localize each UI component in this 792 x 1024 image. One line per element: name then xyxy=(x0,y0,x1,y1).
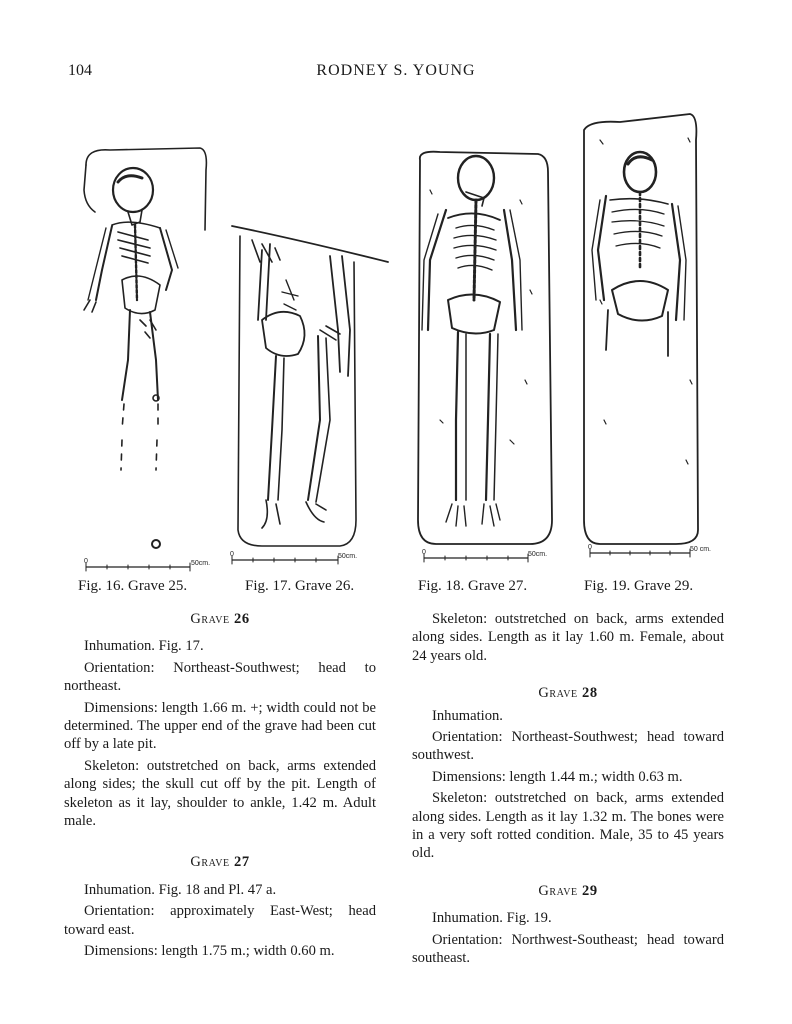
fig16-scale-start: 0 xyxy=(84,558,88,565)
running-title: RODNEY S. YOUNG xyxy=(316,62,476,79)
grave-28-heading: Grave 28 xyxy=(538,685,598,702)
fig16-scale-end: 50cm. xyxy=(191,560,211,567)
grave-26-paragraph: Dimensions: length 1.66 m. +; width could not be determined. The upper end of the grave had been cut off by a late pit. xyxy=(64,699,376,753)
grave-28-paragraph: Dimensions: length 1.44 m.; width 0.63 m. xyxy=(432,768,683,785)
fig17-scale-end: 50cm. xyxy=(338,553,358,560)
right-column xyxy=(412,610,724,971)
fig19-caption: Fig. 19. Grave 29. xyxy=(584,578,694,594)
grave-27-paragraph: Orientation: approximately East-West; head toward east. xyxy=(64,903,376,938)
grave-28-paragraph: Inhumation. xyxy=(432,707,503,724)
figure-17-grave-26-drawing xyxy=(232,226,388,564)
grave-29-heading: Grave 29 xyxy=(538,882,598,899)
left-column xyxy=(64,610,376,964)
grave-27-continued-paragraph: Skeleton: outstretched on back, arms extended along sides. Length as it lay 1.60 m. Female, about 24 years old. xyxy=(412,611,724,664)
grave-29-paragraph: Inhumation. Fig. 19. xyxy=(432,910,552,927)
grave-26-paragraph: Orientation: Northeast-Southwest; head to northeast. xyxy=(64,659,376,695)
grave-26-heading: Grave 26 xyxy=(190,611,250,627)
fig16-caption: Fig. 16. Grave 25. xyxy=(78,578,188,594)
fig18-caption: Fig. 18. Grave 27. xyxy=(418,578,528,594)
figure-16-grave-25-drawing xyxy=(84,148,206,571)
grave-26-paragraph: Skeleton: outstretched on back, arms extended along sides; the skull cut off by the pit. Length of skeleton as it lay, shoulder to ankle, 1.42 m. Adult male. xyxy=(64,757,376,830)
fig17-caption: Fig. 17. Grave 26. xyxy=(245,578,355,594)
fig18-scale-end: 50cm. xyxy=(528,551,548,558)
page-number: 104 xyxy=(68,62,92,79)
grave-26-paragraph: Inhumation. Fig. 17. xyxy=(84,638,204,655)
grave-27-paragraph: Inhumation. Fig. 18 and Pl. 47 a. xyxy=(84,881,277,898)
figure-18-grave-27-drawing xyxy=(418,152,552,562)
grave-28-paragraph: Orientation: Northeast-Southwest; head toward southwest. xyxy=(412,729,724,764)
fig19-scale-start: 0 xyxy=(588,544,592,551)
grave-27-heading: Grave 27 xyxy=(190,854,250,871)
fig17-scale-start: 0 xyxy=(230,551,234,558)
grave-27-paragraph: Dimensions: length 1.75 m.; width 0.60 m. xyxy=(84,943,335,960)
grave-29-paragraph: Orientation: Northwest-Southeast; head toward southeast. xyxy=(412,931,724,967)
fig19-scale-end: 50 cm. xyxy=(690,546,712,553)
fig18-scale-start: 0 xyxy=(422,549,426,556)
figure-19-grave-29-drawing xyxy=(584,114,698,557)
grave-28-paragraph: Skeleton: outstretched on back, arms extended along sides. Length as it lay 1.32 m. The bones were in a very soft rotted condition. Male, 35 to 45 years old. xyxy=(412,790,724,862)
